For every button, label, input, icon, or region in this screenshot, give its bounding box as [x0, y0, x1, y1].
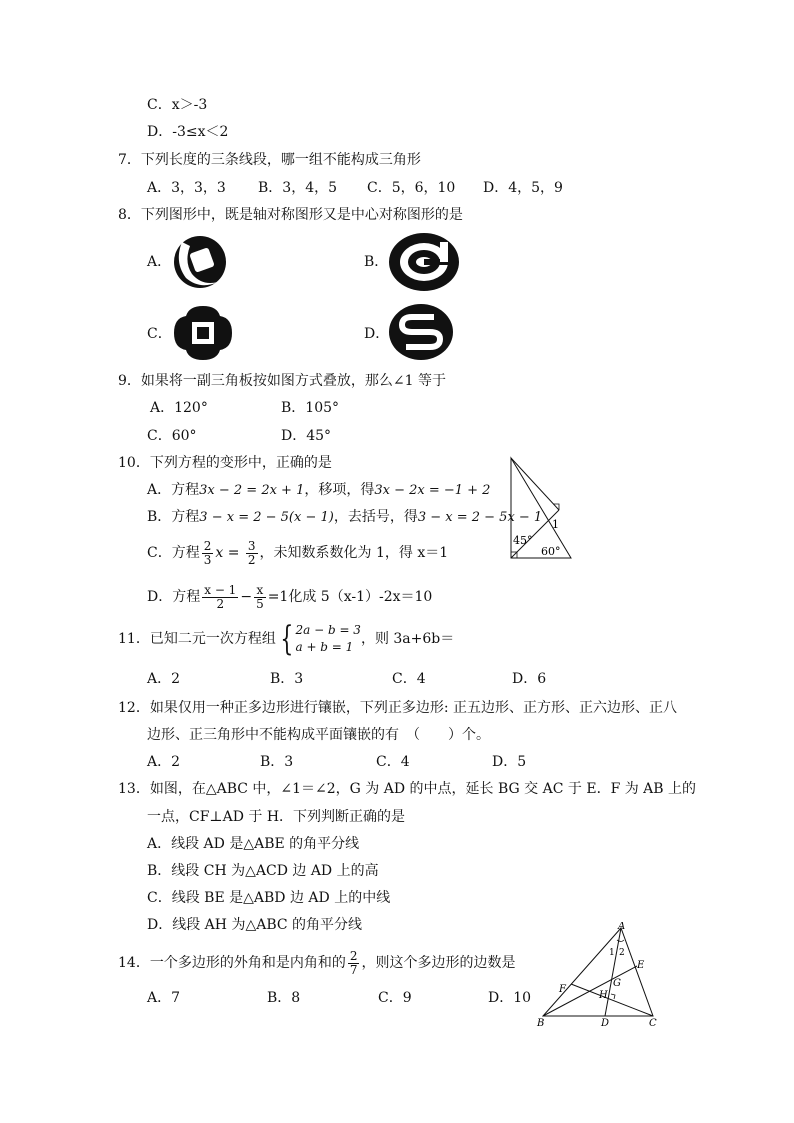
q12-option-c: C．4 [376, 754, 410, 770]
q12-line1: 12．如果仅用一种正多边形进行镶嵌，下列正多边形: 正五边形、正方形、正六边形、正八 [118, 700, 677, 716]
q11-option-d: D．6 [512, 671, 547, 687]
logo-c-icon [172, 304, 234, 362]
q9-option-a: A．120° [150, 400, 208, 416]
q9-option-d: D．45° [281, 428, 332, 444]
q8-label-b: B． [364, 254, 389, 270]
q9-option-c: C．60° [147, 428, 197, 444]
q8-label-c: C． [147, 326, 172, 342]
q9-stem: 9．如果将一副三角板按如图方式叠放，那么∠1 等于 [118, 373, 446, 389]
q6-option-c: C．x＞-3 [147, 97, 208, 113]
q14-option-c: C．9 [378, 990, 412, 1006]
q7-option-c: C．5，6，10 [367, 180, 456, 196]
q13-option-a: A．线段 AD 是△ABE 的角平分线 [147, 836, 360, 852]
fig13-label-a: A [618, 922, 626, 932]
q7-stem: 7．下列长度的三条线段，哪一组不能构成三角形 [118, 152, 421, 168]
q10-b-result: 3 − x = 2 − 5x − 1 [417, 510, 543, 525]
q11-stem: 11．已知二元一次方程组 { 2a − b = 3 a + b = 1 ，则 3a+6b＝ [118, 619, 455, 659]
q11-option-c: C．4 [392, 671, 426, 687]
fig13-label-c: C [649, 1018, 657, 1029]
fig13-label-e: E [637, 960, 645, 971]
q13-line1: 13．如图，在△ABC 中，∠1＝∠2，G 为 AD 的中点，延长 BG 交 AC 于 E．F 为 AB 上的 [118, 781, 697, 797]
q10-c-frac-right: $\frac{3}{2}$ [247, 538, 256, 567]
q12-option-b: B．3 [260, 754, 294, 770]
logo-a-icon [172, 234, 228, 290]
logo-d-icon [388, 303, 454, 361]
q10-option-b [147, 508, 542, 527]
q13-option-b: B．线段 CH 为△ACD 边 AD 上的高 [147, 863, 379, 879]
q10-b-eq: 3 − x = 2 − 5(x − 1) [199, 510, 334, 525]
q13-option-c: C．线段 BE 是△ABD 边 AD 上的中线 [147, 890, 391, 906]
q8-label-a: A． [147, 254, 172, 270]
angle-45-label: 45° [513, 534, 533, 547]
q10-option-d: D．方程 $\frac{x - 1}{2}$ − $\frac{x}{5}$ =1化成 5（x-1）-2x＝10 [147, 582, 433, 611]
fig13-label-g: G [613, 978, 621, 989]
fig13-label-h: H [599, 990, 608, 1001]
q14-fraction [348, 950, 360, 977]
angle-1-label: 1 [552, 518, 559, 531]
q9-option-b: B．105° [281, 400, 340, 416]
q10-d-prefix: D．方程 [147, 589, 201, 605]
q10-a-result: 3x − 2x = −1 + 2 [374, 483, 491, 498]
q14-stem [118, 946, 515, 980]
q14-frac-den: 7 [349, 962, 358, 977]
triangle-abc-figure [533, 922, 663, 1030]
q14-stem-suffix: ，则这个多边形的边数是 [361, 955, 516, 971]
q7-option-a: A．3，3，3 [147, 180, 226, 196]
q11-option-b: B．3 [270, 671, 304, 687]
q10-d-frac-left: $\frac{x - 1}{2}$ [204, 582, 237, 611]
q10-stem: 10．下列方程的变形中，正确的是 [118, 455, 332, 471]
q12-option-d: D．5 [492, 754, 527, 770]
angle-60-label: 60° [541, 545, 561, 558]
q10-a-prefix: A．方程 [147, 482, 200, 498]
q10-a-eq: 3x − 2 = 2x + 1 [199, 483, 305, 498]
fig13-angle-2: 2 [619, 948, 625, 958]
fig13-angle-1: 1 [609, 948, 615, 958]
q14-frac-num: 2 [349, 948, 358, 963]
q12-line2: 边形、正三角形中不能构成平面镶嵌的有 （ ）个。 [147, 727, 490, 743]
q11-option-a: A．2 [147, 671, 181, 687]
q11-stem-prefix: 11．已知二元一次方程组 [118, 631, 276, 647]
q7-option-b: B．3，4，5 [258, 180, 338, 196]
q11-eq1: 2a − b = 3 [295, 623, 361, 637]
q10-b-prefix: B．方程 [147, 509, 200, 525]
q13-line2: 一点，CF⊥AD 于 H．下列判断正确的是 [147, 809, 406, 825]
q12-option-a: A．2 [147, 754, 181, 770]
q14-option-b: B．8 [267, 990, 301, 1006]
logo-b-icon [388, 232, 460, 292]
q8-stem: 8．下列图形中，既是轴对称图形又是中心对称图形的是 [118, 207, 463, 223]
q10-option-c: C．方程 $\frac{2}{3}$ x = $\frac{3}{2}$ ，未知数系数化为 1，得 x＝1 [147, 538, 449, 567]
q6-option-d: D．-3≤x＜2 [147, 124, 229, 140]
fig13-label-f: F [559, 984, 566, 995]
q10-c-suffix: ，未知数系数化为 1，得 x＝1 [259, 545, 449, 561]
q11-eq2: a + b = 1 [295, 640, 354, 654]
q10-option-a [147, 481, 490, 500]
q10-a-mid: ，移项，得 [304, 482, 375, 498]
q14-stem-prefix: 14．一个多边形的外角和是内角和的 [118, 955, 346, 971]
fig13-label-d: D [601, 1018, 610, 1029]
q10-d-frac-right: $\frac{x}{5}$ [256, 582, 264, 611]
q10-c-prefix: C．方程 [147, 545, 200, 561]
q14-option-a: A．7 [147, 990, 181, 1006]
fig13-label-b: B [537, 1018, 545, 1029]
q11-stem-suffix: ，则 3a+6b＝ [360, 631, 455, 647]
q10-d-suffix: 化成 5（x-1）-2x＝10 [288, 589, 433, 605]
q14-option-d: D．10 [488, 990, 532, 1006]
q11-system [295, 622, 360, 656]
q7-option-d: D．4，5，9 [483, 180, 563, 196]
q8-label-d: D． [364, 326, 390, 342]
q13-option-d: D．线段 AH 为△ABC 的角平分线 [147, 917, 363, 933]
q10-b-mid: ，去括号，得 [333, 509, 418, 525]
q10-c-frac-left: $\frac{2}{3}$ [203, 538, 212, 567]
